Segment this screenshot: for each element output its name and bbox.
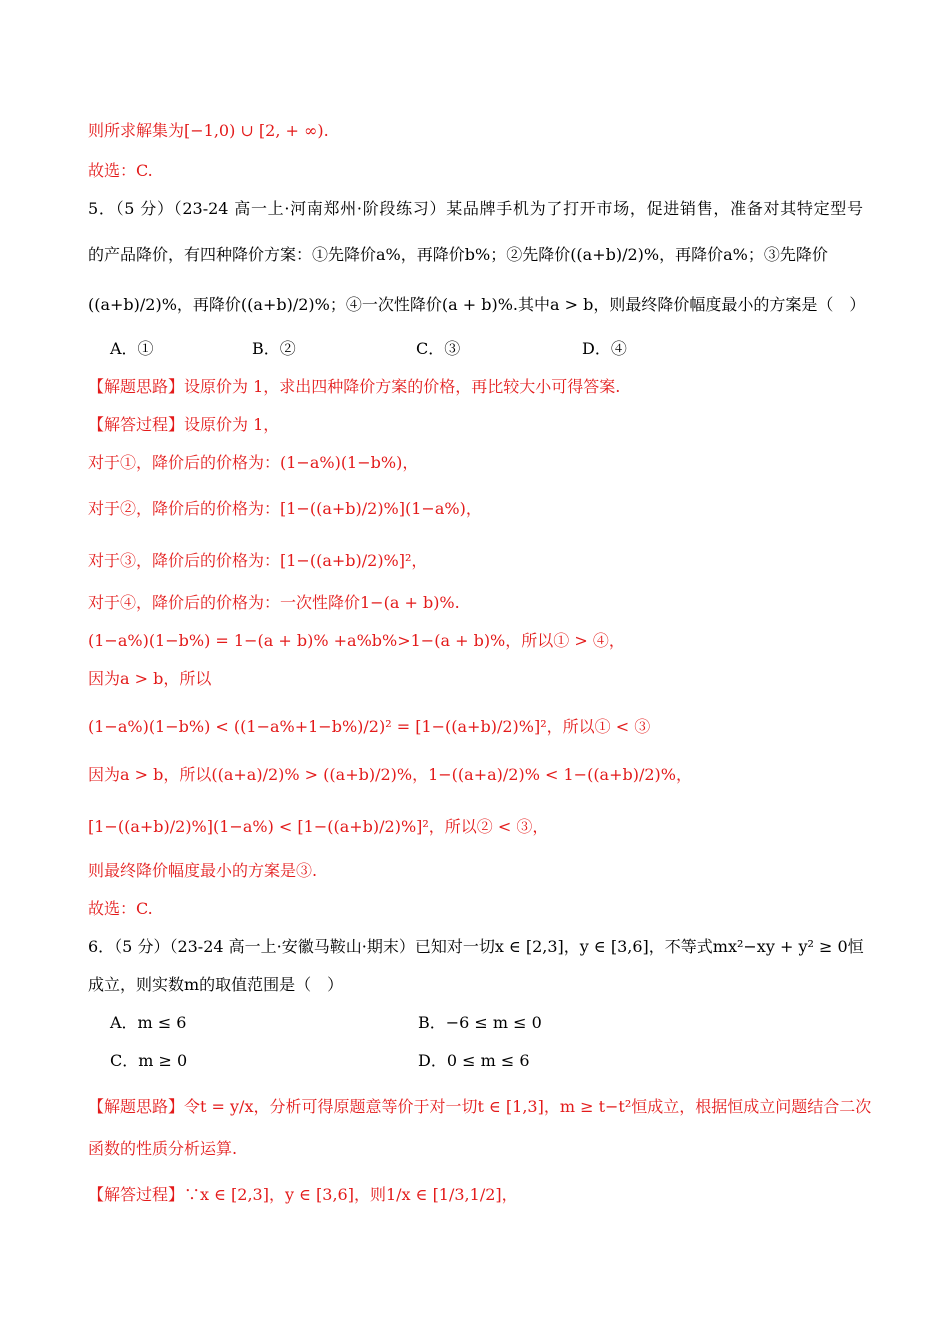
solution-line: 对于③，降价后的价格为：[1−((a+b)/2)%]²， — [88, 551, 428, 570]
solution-line: 对于①，降价后的价格为：(1−a%)(1−b%)， — [88, 453, 419, 472]
answer-line: 故选：C. — [88, 899, 153, 918]
question-5-stem: 5．（5 分）（23-24 高一上·河南郑州·阶段练习）某品牌手机为了打开市场，促进销售，准备对其特定型号 — [88, 199, 863, 218]
solution-line: (1−a%)(1−b%) < ((1−a%+1−b%)/2)² = [1−((a+b)/2)%]²，所以① < ③ — [88, 717, 651, 736]
option-d: D．0 ≤ m ≤ 6 — [418, 1051, 530, 1070]
solution-idea: 【解题思路】令t = y/x，分析可得原题意等价于对一切t ∈ [1,3]，m ≥ t−t²恒成立，根据恒成立问题结合二次 — [88, 1097, 872, 1116]
question-6-stem-cont: 成立，则实数m的取值范围是（ ） — [88, 975, 344, 994]
solution-line: 对于④，降价后的价格为：一次性降价1−(a + b)%. — [88, 593, 460, 612]
answer-line: 故选：C. — [88, 161, 153, 180]
solution-process: 【解答过程】∵x ∈ [2,3]，y ∈ [3,6]，则1/x ∈ [1/3,1/2]， — [88, 1185, 518, 1204]
solution-idea: 【解题思路】设原价为 1，求出四种降价方案的价格，再比较大小可得答案. — [88, 377, 621, 396]
solution-line: 因为a > b，所以((a+a)/2)% > ((a+b)/2)%，1−((a+a)/2)% < 1−((a+b)/2)%， — [88, 765, 693, 784]
question-5-stem-cont: 的产品降价，有四种降价方案：①先降价a%，再降价b%；②先降价((a+b)/2)%，再降价a%；③先降价 — [88, 245, 828, 264]
option-c: C．m ≥ 0 — [110, 1051, 188, 1070]
solution-line: 则最终降价幅度最小的方案是③. — [88, 861, 318, 880]
solution-line: 对于②，降价后的价格为：[1−((a+b)/2)%](1−a%)， — [88, 499, 482, 518]
question-6-stem: 6．（5 分）（23-24 高一上·安徽马鞍山·期末）已知对一切x ∈ [2,3]，y ∈ [3,6]，不等式mx²−xy + y² ≥ 0恒 — [88, 937, 864, 956]
option-a: A．① — [110, 339, 154, 358]
solution-line: 因为a > b，所以 — [88, 669, 212, 688]
solution-line: [1−((a+b)/2)%](1−a%) < [1−((a+b)/2)%]²，所以② < ③， — [88, 817, 549, 836]
option-c: C．③ — [416, 339, 461, 358]
option-b: B．② — [252, 339, 296, 358]
question-5-stem-cont: ((a+b)/2)%，再降价((a+b)/2)%；④一次性降价(a + b)%.其中a > b，则最终降价幅度最小的方案是（ ） — [88, 295, 866, 314]
option-a: A．m ≤ 6 — [110, 1013, 187, 1032]
option-d: D．④ — [582, 339, 627, 358]
solution-line: (1−a%)(1−b%) = 1−(a + b)% +a%b%>1−(a + b)%，所以① > ④， — [88, 631, 625, 650]
solution-idea-cont: 函数的性质分析运算. — [88, 1139, 238, 1158]
solution-process: 【解答过程】设原价为 1， — [88, 415, 280, 434]
text-line: 则所求解集为[−1,0) ∪ [2, + ∞). — [88, 121, 329, 140]
option-b: B．−6 ≤ m ≤ 0 — [418, 1013, 542, 1032]
